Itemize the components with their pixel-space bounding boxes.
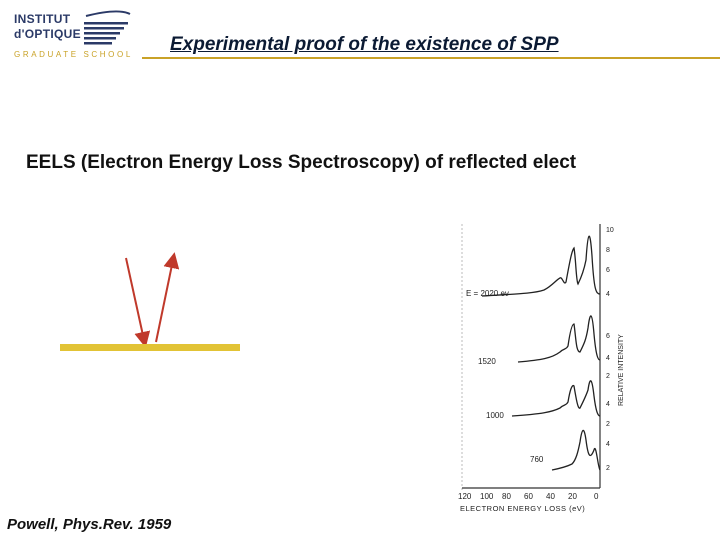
- right-tick: 4: [606, 291, 610, 298]
- reflection-diagram: [100, 240, 200, 350]
- institute-logo: [8, 10, 138, 66]
- stacked-lines-arc-icon: [78, 10, 138, 50]
- trace-label-1520: 1520: [478, 357, 496, 366]
- slide-title: Experimental proof of the existence of SPP: [170, 34, 559, 55]
- trace-label-760: 760: [530, 455, 544, 464]
- x-tick: 0: [594, 492, 599, 501]
- arrow-down-icon: [126, 258, 144, 340]
- right-tick: 8: [606, 247, 610, 254]
- right-tick: 4: [606, 441, 610, 448]
- eels-spectrum-figure: [452, 220, 625, 520]
- trace-label-2020: E = 2020 ev: [466, 289, 509, 298]
- x-tick: 80: [502, 492, 511, 501]
- right-tick: 4: [606, 401, 610, 408]
- citation: Powell, Phys.Rev. 1959: [7, 516, 172, 533]
- right-tick: 2: [606, 421, 610, 428]
- right-tick: 2: [606, 465, 610, 472]
- trace-label-1000: 1000: [486, 411, 504, 420]
- x-tick: 40: [546, 492, 555, 501]
- x-axis-label: ELECTRON ENERGY LOSS (eV): [460, 504, 586, 513]
- right-tick: 6: [606, 267, 610, 274]
- x-tick: 100: [480, 492, 494, 501]
- x-tick: 20: [568, 492, 577, 501]
- logo-line-optique: d'OPTIQUE: [14, 27, 81, 41]
- title-underline-bar: [142, 57, 720, 59]
- y-axis-label: RELATIVE INTENSITY: [618, 334, 625, 406]
- right-tick: 10: [606, 227, 614, 234]
- logo-line-graduate-school: GRADUATE SCHOOL: [14, 50, 133, 59]
- arrow-up-icon: [156, 260, 173, 342]
- logo-line-institut: INSTITUT: [14, 12, 71, 26]
- x-tick: 60: [524, 492, 533, 501]
- right-tick: 6: [606, 333, 610, 340]
- slide-subtitle: EELS (Electron Energy Loss Spectroscopy) of reflected elect: [26, 152, 577, 173]
- metal-surface: [60, 344, 240, 351]
- right-tick: 4: [606, 355, 610, 362]
- x-tick: 120: [458, 492, 472, 501]
- right-tick: 2: [606, 373, 610, 380]
